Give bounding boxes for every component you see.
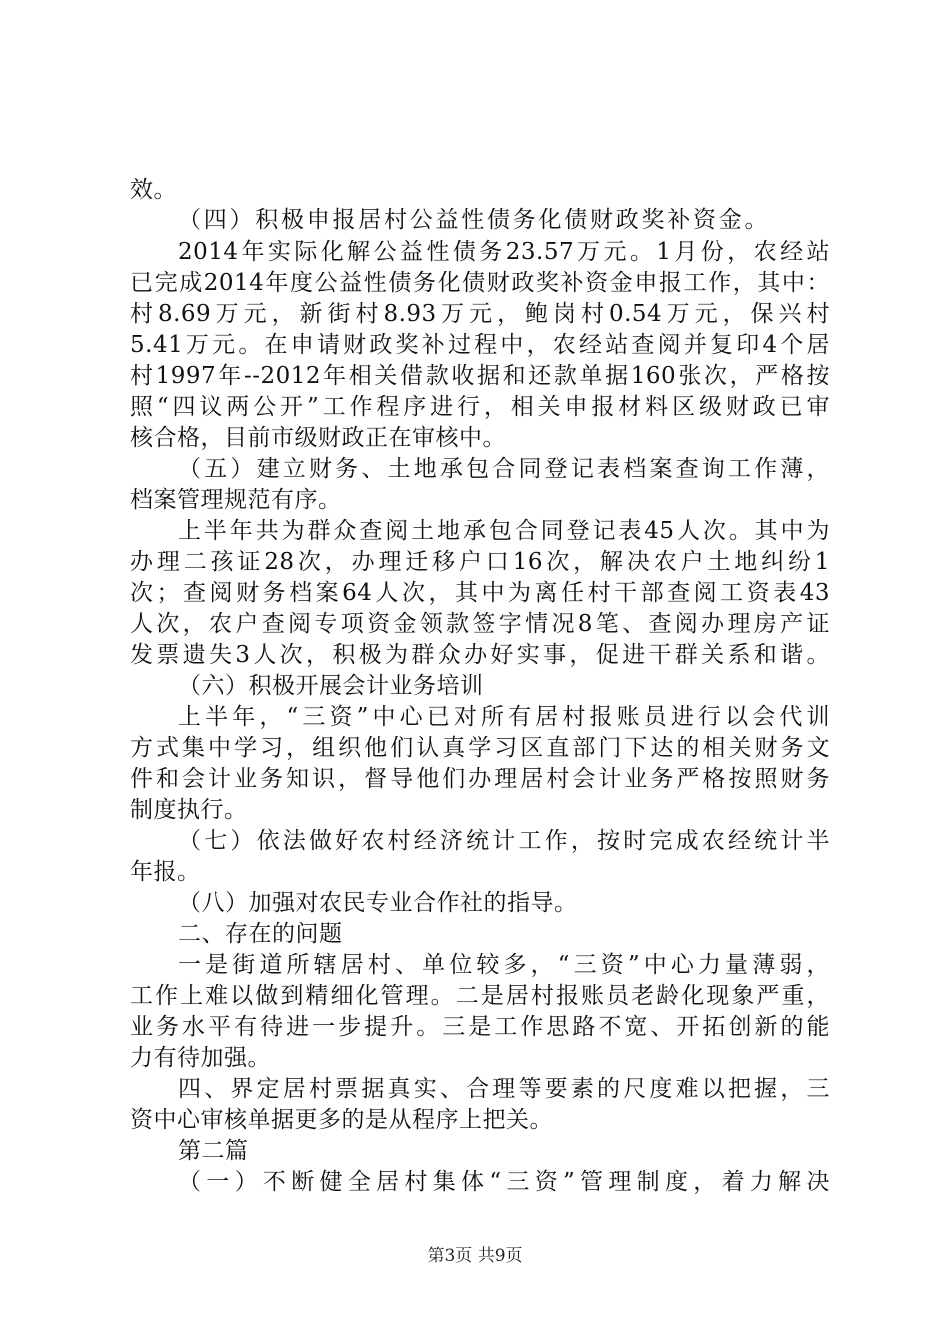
page-number-footer: 第3页 共9页 xyxy=(427,1246,523,1266)
text-line: 发票遗失3人次，积极为群众办好实事，促进干群关系和谐。 xyxy=(130,642,830,668)
text-line: 2014年实际化解公益性债务23.57万元。1月份，农经站 xyxy=(178,239,830,265)
section-heading: （八）加强对农民专业合作社的指导。 xyxy=(178,890,578,916)
text-line: 四、界定居村票据真实、合理等要素的尺度难以把握，三 xyxy=(178,1076,830,1102)
section-heading-continued: 档案管理规范有序。 xyxy=(130,487,342,513)
section-heading: （七）依法做好农村经济统计工作，按时完成农经统计半 xyxy=(178,828,830,854)
text-line: 次；查阅财务档案64人次，其中为离任村干部查阅工资表43 xyxy=(130,580,830,606)
text-line: 制度执行。 xyxy=(130,797,248,823)
text-line: 上半年，“三资”中心已对所有居村报账员进行以会代训 xyxy=(178,704,830,730)
section-heading: 二、存在的问题 xyxy=(178,921,343,947)
text-line: 方式集中学习，组织他们认真学习区直部门下达的相关财务文 xyxy=(130,735,830,761)
section-heading: 第二篇 xyxy=(178,1138,249,1164)
text-line: 照“四议两公开”工作程序进行，相关申报材料区级财政已审 xyxy=(130,394,830,420)
text-line: 村8.69万元，新街村8.93万元，鲍岗村0.54万元，保兴村 xyxy=(130,301,830,327)
text-line: 已完成2014年度公益性债务化债财政奖补资金申报工作，其中： xyxy=(130,270,830,296)
text-line: 5.41万元。在申请财政奖补过程中，农经站查阅并复印4个居 xyxy=(130,332,830,358)
text-line: 资中心审核单据更多的是从程序上把关。 xyxy=(130,1107,553,1133)
section-heading: （五）建立财务、土地承包合同登记表档案查询工作薄， xyxy=(178,456,830,482)
text-line: 力有待加强。 xyxy=(130,1045,271,1071)
text-line: 上半年共为群众查阅土地承包合同登记表45人次。其中为 xyxy=(178,518,830,544)
text-line: 效。 xyxy=(130,177,177,203)
text-line: 工作上难以做到精细化管理。二是居村报账员老龄化现象严重， xyxy=(130,983,830,1009)
section-heading: （四）积极申报居村公益性债务化债财政奖补资金。 xyxy=(178,207,768,233)
section-heading-continued: 年报。 xyxy=(130,859,201,885)
text-line: 业务水平有待进一步提升。三是工作思路不宽、开拓创新的能 xyxy=(130,1014,830,1040)
text-line: 件和会计业务知识，督导他们办理居村会计业务严格按照财务 xyxy=(130,766,830,792)
text-line: 人次，农户查阅专项资金领款签字情况8笔、查阅办理房产证 xyxy=(130,611,830,637)
text-line: 核合格，目前市级财政正在审核中。 xyxy=(130,425,506,451)
text-line: （一）不断健全居村集体“三资”管理制度，着力解决 xyxy=(178,1169,830,1195)
text-line: 办理二孩证28次，办理迁移户口16次，解决农户土地纠纷1 xyxy=(130,549,830,575)
section-heading: （六）积极开展会计业务培训 xyxy=(178,673,484,699)
text-line: 村1997年--2012年相关借款收据和还款单据160张次，严格按 xyxy=(130,363,830,389)
text-line: 一是街道所辖居村、单位较多，“三资”中心力量薄弱， xyxy=(178,952,830,978)
